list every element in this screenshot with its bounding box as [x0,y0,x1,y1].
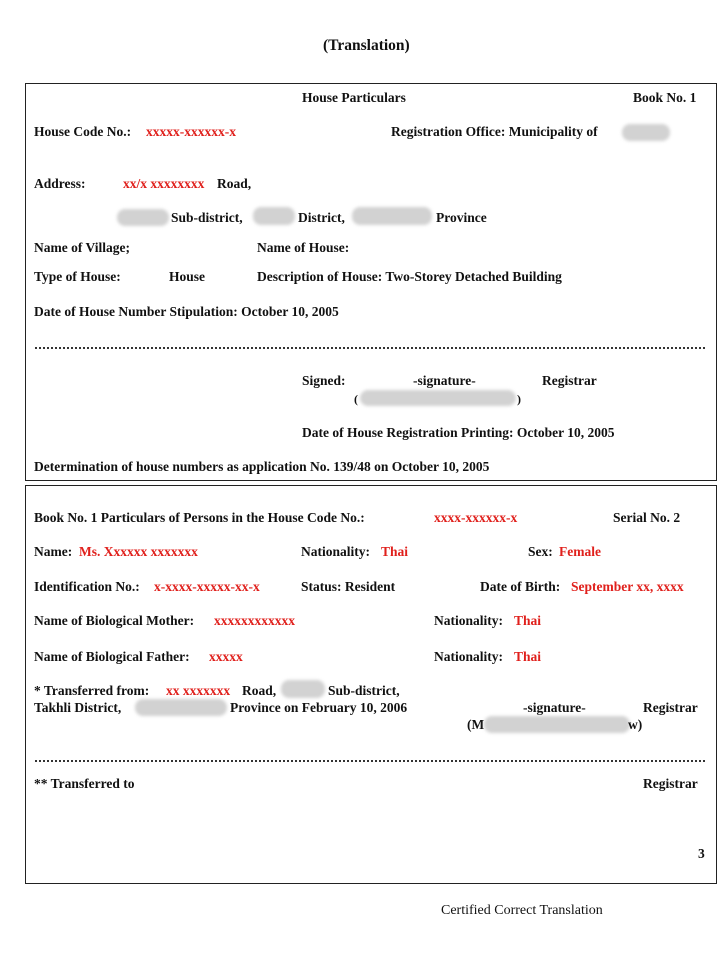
sex-value: Female [559,544,601,559]
person-registrar: Registrar [643,700,698,715]
province-label: Province [436,210,487,225]
dotted-divider [35,347,705,349]
id-value: x-xxxx-xxxxx-xx-x [154,579,260,594]
address-value: xx/x xxxxxxxx [123,176,205,191]
dob-label: Date of Birth: [480,579,561,594]
person-heading: Book No. 1 Particulars of Persons in the House Code No.: [34,510,365,525]
person-house-code: xxxx-xxxxxx-x [434,510,518,525]
sex-label: Sex: [528,544,553,559]
nationality-value: Thai [381,544,409,559]
transferred-subdistrict: Sub-district, [328,683,400,698]
redaction [253,207,295,225]
sig-close: w) [628,717,643,732]
redaction [484,716,630,733]
registration-office: Registration Office: Municipality of [391,124,598,139]
person-signature: -signature- [523,700,586,715]
father-label: Name of Biological Father: [34,649,190,664]
redaction [360,390,516,406]
transferred-from-label: * Transferred from: [34,683,150,698]
mother-nationality-label: Nationality: [434,613,503,628]
district-label: District, [298,210,345,225]
father-nationality-label: Nationality: [434,649,503,664]
determination-text: Determination of house numbers as application No. 139/48 on October 10, 2005 [34,459,490,474]
mother-nationality-value: Thai [514,613,542,628]
house-code-label: House Code No.: [34,124,132,139]
page-number: 3 [698,846,705,861]
nationality-label: Nationality: [301,544,370,559]
subdistrict-label: Sub-district, [171,210,243,225]
paren-open: ( [354,392,358,406]
father-nationality-value: Thai [514,649,542,664]
redaction [281,680,325,698]
redaction [117,209,169,226]
printing-date: Date of House Registration Printing: October 10, 2005 [302,425,615,440]
dotted-divider [35,760,705,762]
province-date: Province on February 10, 2006 [230,700,408,715]
registrar-label: Registrar [542,373,597,388]
type-value: House [169,269,206,284]
father-value: xxxxx [209,649,243,664]
house-section-title: House Particulars [302,90,406,105]
dob-value: September xx, xxxx [571,579,684,594]
house-code-value: xxxxx-xxxxxx-x [146,124,236,139]
mother-label: Name of Biological Mother: [34,613,195,628]
page-title: (Translation) [323,37,410,54]
transferred-from-value: xx xxxxxxx [166,683,231,698]
village-label: Name of Village; [34,240,130,255]
name-label: Name: [34,544,73,559]
transferred-to-label: ** Transferred to [34,776,135,791]
takhli-district: Takhli District, [34,700,122,715]
signature-text: -signature- [413,373,476,388]
serial-number: Serial No. 2 [613,510,681,525]
transferred-road: Road, [242,683,277,698]
redaction [352,207,432,225]
type-label: Type of House: [34,269,121,284]
redaction [135,699,227,716]
transferred-to-registrar: Registrar [643,776,698,791]
stipulation-date: Date of House Number Stipulation: October 10, 2005 [34,304,339,319]
sig-open: (M [467,717,485,732]
address-label: Address: [34,176,86,191]
mother-value: xxxxxxxxxxxx [214,613,295,628]
house-name-label: Name of House: [257,240,350,255]
redaction [622,124,670,141]
house-description: Description of House: Two-Storey Detached Building [257,269,562,284]
signed-label: Signed: [302,373,346,388]
status-text: Status: Resident [301,579,396,594]
id-label: Identification No.: [34,579,140,594]
book-number: Book No. 1 [633,90,697,105]
address-road: Road, [217,176,252,191]
name-value: Ms. Xxxxxx xxxxxxx [79,544,198,559]
certified-translation: Certified Correct Translation [441,903,603,918]
paren-close: ) [517,392,521,406]
